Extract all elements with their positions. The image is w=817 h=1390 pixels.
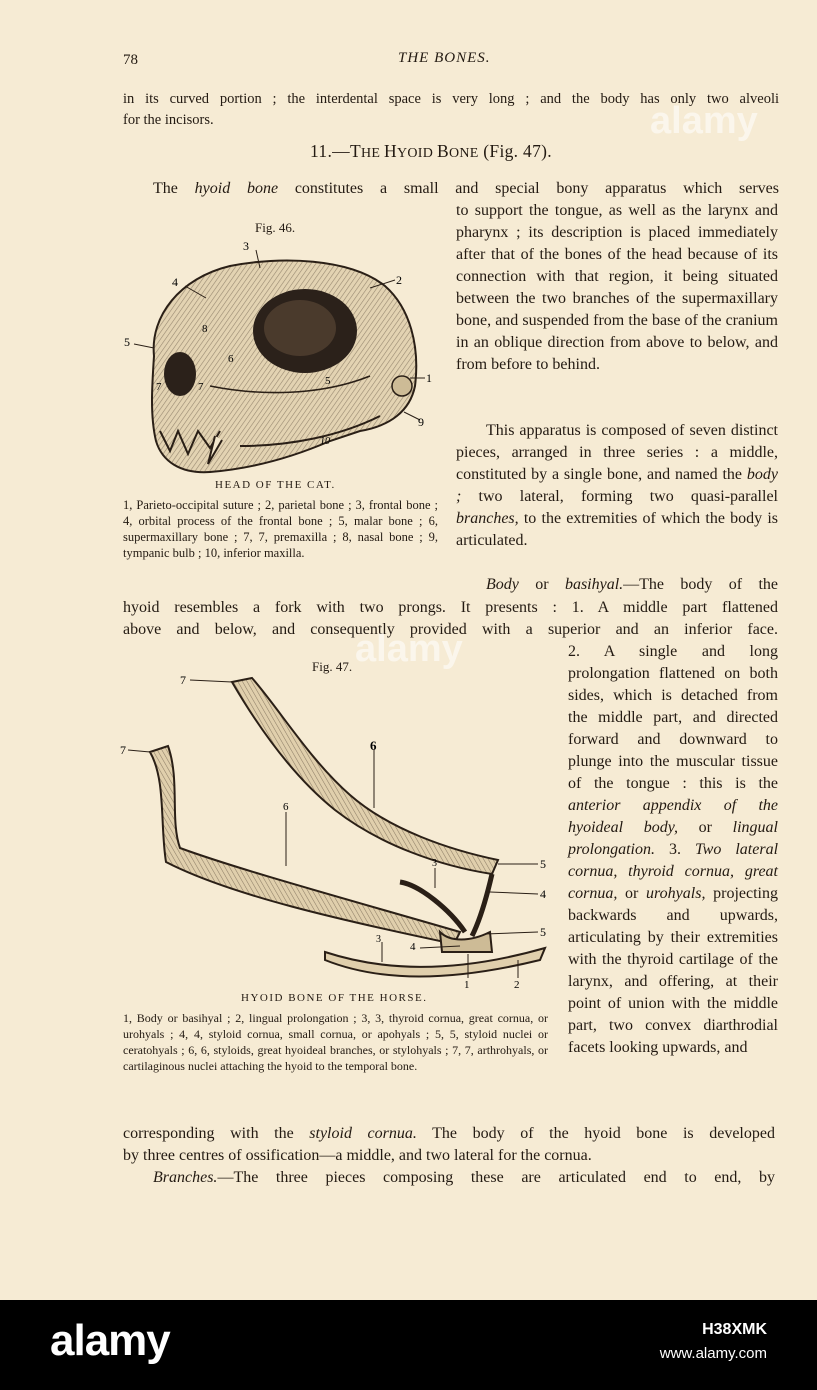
body-heading-or: or [518, 576, 565, 593]
hyoid-intro-em: hyoid bone [194, 180, 279, 197]
fig46-callout-7b: 7 [198, 381, 204, 393]
nasal-opening [164, 352, 196, 396]
paragraph-right-column-2 [456, 420, 778, 552]
fig46-callout-2: 2 [396, 273, 402, 287]
rc2-start: This apparatus is composed of seven distinct pieces, arranged in three series : a middle, constituted by a single bone, and named the [456, 422, 778, 483]
bl3-rest: —The three pieces composing these are articulated end to end, by [217, 1169, 775, 1186]
fig47-callout-7a: 7 [180, 673, 186, 687]
fig46-callout-4: 4 [172, 275, 178, 289]
rc3-em4: urohyals, [646, 885, 706, 902]
fig46-callout-8: 8 [202, 323, 208, 335]
site-url[interactable]: www.alamy.com [659, 1345, 767, 1362]
watermark-logo-center: alamy [355, 628, 463, 670]
hyoid-intro-start: The [153, 180, 195, 197]
watermark-logo: alamy [650, 100, 758, 142]
fig47-drawing [120, 670, 560, 990]
rc3-em3: Two lateral cornua, thyroid cornua, great cornua, [568, 841, 779, 902]
paragraph-right-column-1: to support the tongue, as well as the larynx and pharynx ; its description is placed immediately after that of the bones of the head because of its connection with that region, it being situated between the two branches of the supermaxillary bone, and suspended from the base of the cranium in an oblique direction from above to below, and from before to behind. [456, 202, 778, 373]
bl1-rest: The body of the hyoid bone is developed [416, 1125, 775, 1142]
fig46-label: Fig. 46. [255, 220, 296, 235]
heading-b: B [436, 141, 449, 161]
leader-5b [485, 932, 538, 934]
fig46-callout-6: 6 [228, 353, 234, 365]
bl1-start: corresponding with the [123, 1125, 310, 1142]
fig47-callout-2: 2 [514, 979, 520, 990]
bottom-line-3 [153, 1167, 775, 1189]
rc2-body-em: body ; [456, 466, 778, 505]
leader-5 [134, 344, 154, 348]
body-heading-line [486, 574, 778, 596]
bottom-line-2: by three centres of ossification—a middle, and two lateral for the cornua. [123, 1147, 592, 1164]
fig47-hyoid-bone [120, 670, 560, 990]
heading-yoid: YOID [396, 146, 437, 161]
leader-4a [490, 892, 538, 894]
body-heading-em2: basihyal. [564, 576, 624, 593]
rc2-branches-em: branches, [456, 510, 519, 527]
fig46-callout-9: 9 [418, 415, 424, 429]
full-width-line-1: hyoid resembles a fork with two prongs. It presents : 1. A middle part flattened [123, 599, 778, 616]
fig47-callout-3a: 3 [432, 858, 437, 869]
bottom-line-1 [123, 1123, 775, 1145]
lingual-prolongation [325, 948, 545, 977]
stylohyal-upper-shading [232, 678, 498, 874]
heading-one: ONE [448, 146, 479, 161]
body-heading-em1: Body [486, 576, 519, 593]
fig46-callout-5: 5 [124, 335, 130, 349]
rc2-end: to the extremities of which the body is articulated. [456, 510, 778, 549]
heading-fig: (Fig. 47). [478, 141, 552, 161]
fig47-callout-6b: 6 [283, 801, 289, 813]
fig47-caption: 1, Body or basihyal ; 2, lingual prolongation ; 3, 3, thyroid cornua, great cornua, or urohyals ; 4, 4, styloid cornua, small cornua, or apohyals ; 5, 5, styloid nuclei or ceratohyals ; 6, 6, styloids, great hyoideal branches, or stylohyals ; 7, 7, arthrohyals, or cartilaginous nuclei attaching the hyoid to the temporal bone. [123, 1011, 548, 1073]
tympanic-bulb [392, 376, 412, 396]
orbit-inner [264, 300, 336, 356]
fig47-callout-7b: 7 [120, 743, 126, 757]
fig46-callout-3: 3 [243, 239, 249, 253]
fig47-callout-5a: 5 [540, 857, 546, 871]
fig46-callout-1: 1 [426, 371, 432, 385]
hyoid-intro-rest: constitutes a small and special bony apparatus which serves [278, 180, 780, 197]
rc3-em1: anterior appendix of the hyoideal body, [568, 797, 778, 836]
body-heading-rest: —The body of the [623, 576, 779, 593]
bl1-em: styloid cornua. [309, 1125, 417, 1142]
fig47-callout-4a: 4 [540, 887, 546, 901]
rc3-or2: or [617, 885, 647, 902]
fig46-callout-5b: 5 [325, 375, 331, 387]
fig46-cat-skull [120, 236, 440, 481]
leader-7b [128, 750, 150, 752]
rc3-c: projecting backwards and upwards, articulating by their extremities with the thyroid cartilage of the larynx, and offering, at their point of union with the middle part, two convex diarthrodial facets looking upwards, and [568, 885, 778, 1056]
heading-t: T [349, 141, 361, 161]
alamy-logo: alamy [50, 1316, 170, 1365]
page-number: 78 [123, 52, 138, 68]
fig46-drawing [120, 236, 440, 481]
fig47-callout-4b: 4 [410, 941, 416, 953]
ceratohyal-lower [472, 874, 492, 936]
paragraph-right-column-3 [568, 641, 778, 1059]
image-id: H38XMK [702, 1321, 767, 1338]
heading-h: H [384, 141, 397, 161]
full-width-line-2: above and below, and consequently provided with a superior and an inferior face. [123, 621, 778, 638]
fig46-caption-title: HEAD OF THE CAT. [215, 479, 336, 491]
fig47-caption-title: HYOID BONE OF THE HORSE. [241, 992, 428, 1004]
image-id-block [660, 1318, 767, 1366]
fig47-callout-3b: 3 [376, 934, 381, 945]
leader-7a [190, 680, 232, 682]
paragraph-top-line-2: for the incisors. [123, 112, 214, 128]
rc3-b: 3. [654, 841, 695, 858]
heading-prefix: 11.— [310, 141, 350, 161]
fig47-label: Fig. 47. [312, 659, 353, 674]
rc3-em2: lingual prolongation. [568, 819, 778, 858]
fig46-caption: 1, Parieto-occipital suture ; 2, parietal bone ; 3, frontal bone ; 4, orbital process of the frontal bone ; 5, malar bone ; 6, supermaxillary bone ; 7, 7, premaxilla ; 8, nasal bone ; 9, tympanic bulb ; 10, inferior maxilla. [123, 498, 438, 560]
fig46-callout-7a: 7 [156, 381, 162, 393]
fig47-callout-6a: 6 [370, 738, 377, 753]
heading-he: HE [360, 146, 384, 161]
fig47-callout-1: 1 [464, 979, 470, 990]
section-heading [310, 141, 552, 162]
bl3-em: Branches. [153, 1169, 218, 1186]
rc3-a: 2. A single and long prolongation flattened on both sides, which is detached from the middle part, and directed forward and downward to plunge into the muscular tissue of the tongue : this is the [568, 643, 778, 792]
fig47-callout-5b: 5 [540, 925, 546, 939]
rc2-mid: two lateral, forming two quasi-parallel [461, 488, 778, 505]
fig46-callout-10: 10 [320, 436, 330, 447]
paragraph-top-line-1: in its curved portion ; the interdental space is very long ; and the body has only two alveoli [123, 91, 779, 107]
running-title: THE BONES. [398, 50, 491, 66]
rc3-or: or [677, 819, 733, 836]
hyoid-intro-line [153, 178, 779, 200]
